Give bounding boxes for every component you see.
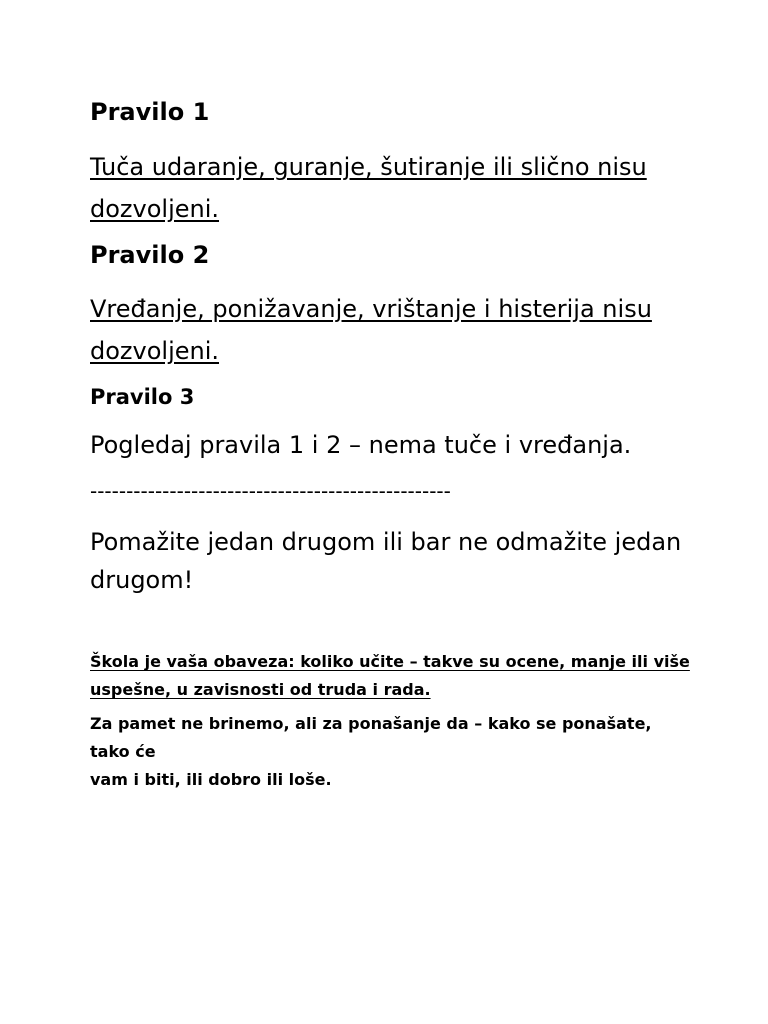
- behavior-line2: vam i biti, ili dobro ili loše.: [90, 770, 332, 789]
- school-paragraph: [90, 648, 690, 704]
- rule1-text: [90, 146, 690, 230]
- school-line1: Škola je vaša obaveza: koliko učite – takve su ocene, manje ili više: [90, 652, 690, 671]
- separator-line: --------------------------------------------------: [90, 479, 451, 503]
- rule3-text: Pogledaj pravila 1 i 2 – nema tuče i vređanja.: [90, 431, 632, 459]
- help-line1: Pomažite jedan drugom ili bar ne odmažite jedan: [90, 528, 682, 556]
- rule1-title: Pravilo 1: [90, 98, 210, 126]
- rule1-text-line2: dozvoljeni.: [90, 195, 220, 223]
- rule2-title: Pravilo 2: [90, 241, 210, 269]
- rule2-text: [90, 288, 690, 372]
- help-paragraph: [90, 523, 690, 599]
- rule2-text-line2: dozvoljeni.: [90, 337, 220, 365]
- rule1-text-line1: Tuča udaranje, guranje, šutiranje ili slično nisu: [90, 153, 647, 181]
- behavior-paragraph: [90, 710, 690, 794]
- rule2-text-line1: Vređanje, ponižavanje, vrištanje i histerija nisu: [90, 295, 652, 323]
- help-line2: drugom!: [90, 566, 194, 594]
- rule3-title: Pravilo 3: [90, 385, 195, 409]
- behavior-line1: Za pamet ne brinemo, ali za ponašanje da – kako se ponašate, tako će: [90, 714, 652, 761]
- school-line2: uspešne, u zavisnosti od truda i rada.: [90, 680, 431, 699]
